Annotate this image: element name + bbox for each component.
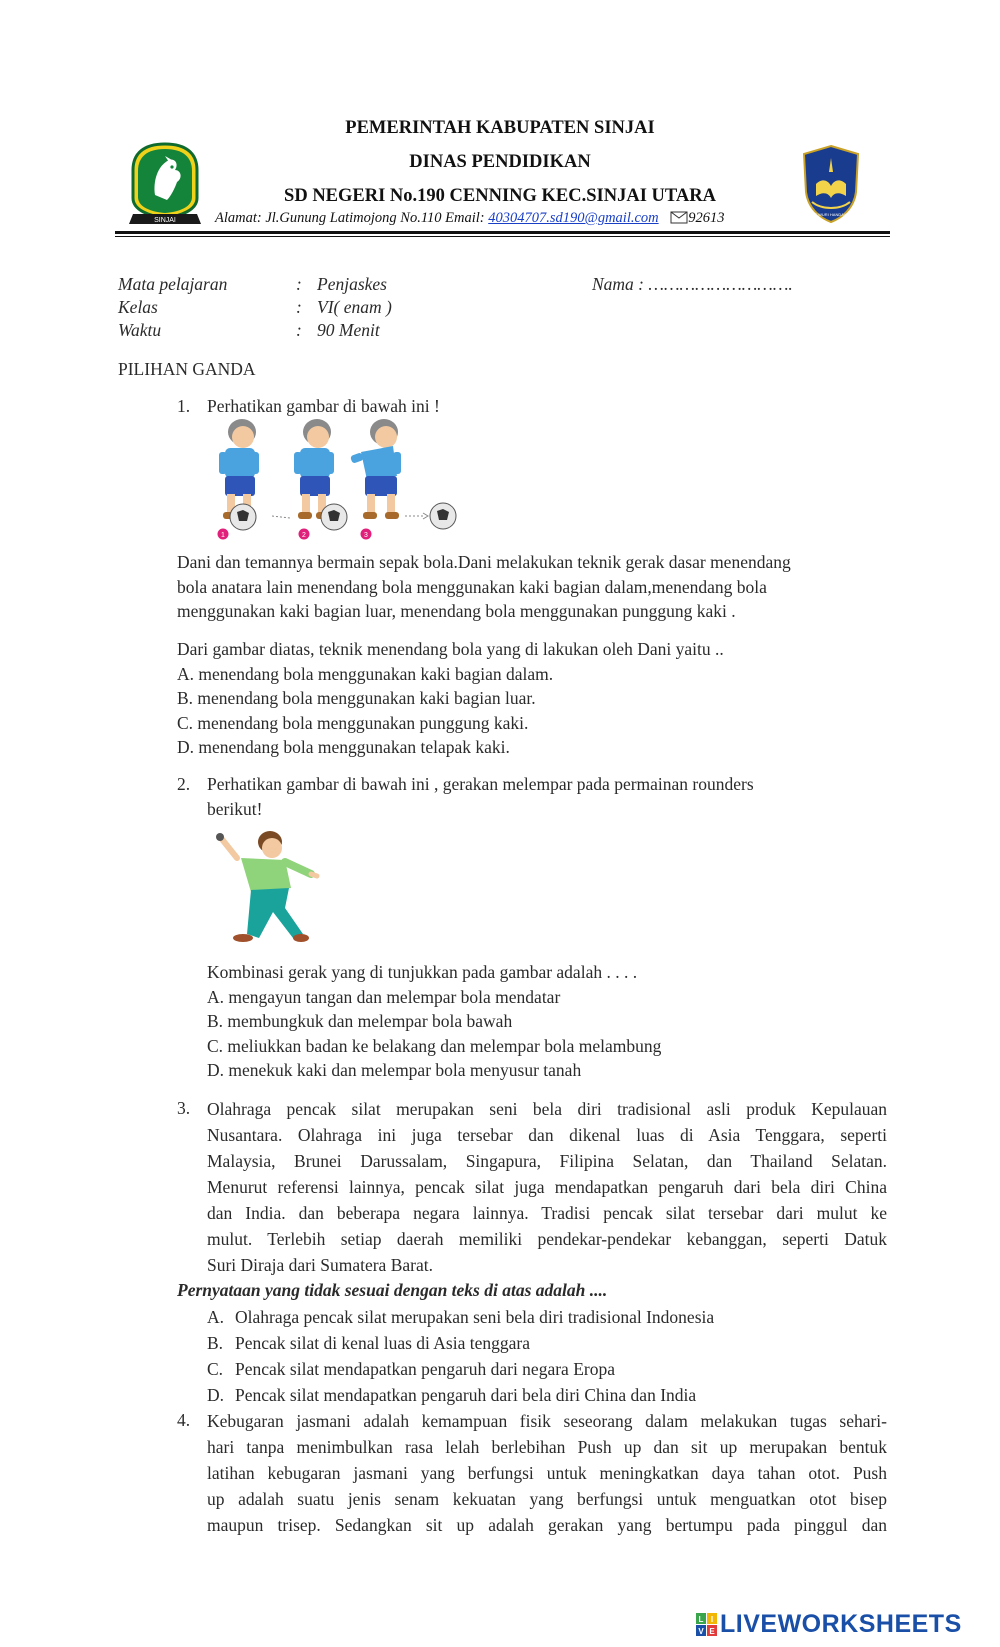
svg-text:E: E	[709, 1627, 715, 1636]
q3-option-c[interactable]	[207, 1356, 887, 1382]
svg-text:V: V	[698, 1627, 704, 1636]
q3-paragraph	[207, 1096, 887, 1278]
option-letter: D.	[207, 1385, 225, 1405]
class-value: VI( enam )	[317, 297, 392, 317]
option-text: Pencak silat mendapatkan pengaruh dari negara Eropa	[235, 1359, 615, 1379]
right-logo-text: TUT WURI HANDAYANI	[809, 212, 853, 217]
header-school: SD NEGERI No.190 CENNING KEC.SINJAI UTARA	[284, 186, 716, 206]
figure-label-2: 2	[302, 532, 306, 539]
q3-statement: Pernyataan yang tidak sesuai dengan teks di atas adalah ....	[177, 1280, 608, 1300]
class-colon: :	[296, 297, 302, 317]
q3-paragraph-line: Malaysia, Brunei Darussalam, Singapura, Filipina Selatan, dan Thailand Selatan.	[207, 1151, 887, 1171]
q1-option-d[interactable]: D. menendang bola menggunakan telapak kaki.	[177, 737, 510, 757]
address-text: Alamat: Jl.Gunung Latimojong No.110 Email:	[215, 210, 489, 226]
q4-paragraph-line: latihan kebugaran jasmani yang berfungsi untuk meningkatkan daya tahan otot. Push	[207, 1463, 887, 1483]
option-text: Olahraga pencak silat merupakan seni bela diri tradisional Indonesia	[235, 1307, 715, 1327]
time-value: 90 Menit	[317, 320, 380, 340]
subject-colon: :	[296, 274, 302, 294]
q3-option-b[interactable]	[207, 1330, 887, 1356]
q2-prompt-line: berikut!	[207, 798, 263, 819]
subject-value: Penjaskes	[317, 274, 387, 294]
q3-paragraph-line: Suri Diraja dari Sumatera Barat.	[207, 1255, 433, 1275]
option-letter: C.	[207, 1359, 224, 1379]
class-label: Kelas	[118, 297, 158, 317]
section-title: PILIHAN GANDA	[118, 359, 256, 379]
postal-code: 92613	[688, 210, 725, 226]
subject-label: Mata pelajaran	[118, 274, 228, 294]
q4-paragraph-line: up adalah suatu jenis senam kekuatan yang berfungsi untuk menguatkan otot bisep	[207, 1489, 887, 1509]
q1-question: Dari gambar diatas, teknik menendang bola yang di lakukan oleh Dani yaitu ..	[177, 639, 724, 659]
q1-paragraph	[177, 550, 877, 624]
time-colon: :	[296, 320, 302, 340]
q2-question: Kombinasi gerak yang di tunjukkan pada gambar adalah . . . .	[207, 962, 638, 982]
header-rule-thick	[115, 231, 890, 234]
school-address	[215, 210, 725, 229]
q4-number: 4.	[177, 1410, 191, 1430]
q2-option-d[interactable]: D. menekuk kaki dan melempar bola menyusur tanah	[207, 1060, 582, 1080]
time-label: Waktu	[118, 320, 162, 340]
q1-option-a[interactable]: A. menendang bola menggunakan kaki bagian dalam.	[177, 663, 554, 684]
q3-options	[207, 1304, 887, 1408]
q4-paragraph-line: Kebugaran jasmani adalah kemampuan fisik seseorang dalam melakukan tugas sehari-	[207, 1411, 887, 1431]
liveworksheets-text: LIVEWORKSHEETS	[720, 1610, 962, 1638]
q2-option-b[interactable]: B. membungkuk dan melempar bola bawah	[207, 1011, 513, 1031]
figure-label-1: 1	[221, 532, 225, 539]
q2-throwing-illustration	[215, 828, 325, 950]
q1-question-block	[177, 637, 877, 760]
left-logo-text: SINJAI	[154, 217, 176, 224]
q4-paragraph-line: maupun trisep. Sedangkan sit up adalah gerakan yang bertumpu pada pinggul dan	[207, 1515, 887, 1535]
mail-icon	[670, 211, 688, 229]
q2-question-block	[207, 960, 887, 1083]
option-letter: B.	[207, 1333, 224, 1353]
option-letter: A.	[207, 1307, 225, 1327]
option-text: Pencak silat mendapatkan pengaruh dari bela diri China dan India	[235, 1385, 697, 1405]
q3-paragraph-line: mulut. Terlebih setiap daerah memiliki pendekar-pendekar kebanggan, seperti Datuk	[207, 1229, 887, 1249]
option-text: Pencak silat di kenal luas di Asia tenggara	[235, 1333, 530, 1353]
email-link[interactable]: 40304707.sd190@gmail.com	[488, 210, 659, 226]
q1-number: 1.	[177, 396, 191, 416]
q1-option-c[interactable]: C. menendang bola menggunakan punggung kaki.	[177, 712, 529, 733]
q3-paragraph-line: Menurut referensi lainnya, pencak silat juga mendapatkan pengaruh dari bela diri China	[207, 1177, 887, 1197]
liveworksheets-logo-icon	[696, 1613, 718, 1637]
q3-paragraph-line: Olahraga pencak silat merupakan seni bela diri tradisional asli produk Kepulauan	[207, 1099, 887, 1119]
q2-prompt	[207, 772, 887, 821]
q4-paragraph-line: hari tanpa menimbulkan rasa lelah berlebihan Push up dan sit up merupakan bentuk	[207, 1437, 887, 1457]
q1-paragraph-line: menggunakan kaki bagian luar, menendang bola menggunakan punggung kaki .	[177, 601, 736, 621]
q2-option-c[interactable]: C. meliukkan badan ke belakang dan melempar bola melambung	[207, 1035, 662, 1056]
header-rule-thin	[115, 236, 890, 237]
q1-prompt: Perhatikan gambar di bawah ini !	[207, 396, 440, 416]
liveworksheets-watermark[interactable]	[696, 1610, 996, 1642]
q2-option-a[interactable]: A. mengayun tangan dan melempar bola mendatar	[207, 986, 561, 1007]
q3-paragraph-line: dan India. dan beberapa negara lainnya. Tradisi pencak silat tersebar dari mulut ke	[207, 1203, 887, 1223]
header-department: DINAS PENDIDIKAN	[409, 152, 591, 172]
figure-label-3: 3	[364, 532, 368, 539]
name-field[interactable]: Nama : ……………………….	[592, 274, 793, 294]
q3-option-d[interactable]	[207, 1382, 887, 1408]
q2-number: 2.	[177, 774, 191, 794]
header-government: PEMERINTAH KABUPATEN SINJAI	[345, 118, 655, 138]
q1-paragraph-line: bola anatara lain menendang bola menggunakan kaki bagian dalam,menendang bola	[177, 576, 767, 597]
q1-paragraph-line: Dani dan temannya bermain sepak bola.Dani melakukan teknik gerak dasar menendang	[177, 552, 791, 572]
q3-paragraph-line: Nusantara. Olahraga ini juga tersebar dan dikenal luas di Asia Tenggara, seperti	[207, 1125, 887, 1145]
svg-text:I: I	[710, 1615, 714, 1624]
q3-option-a[interactable]	[207, 1304, 887, 1330]
q1-kicking-illustration	[205, 418, 465, 542]
q3-number: 3.	[177, 1098, 191, 1118]
q2-prompt-line: Perhatikan gambar di bawah ini , gerakan melempar pada permainan rounders	[207, 774, 754, 794]
svg-text:L: L	[698, 1615, 704, 1624]
q4-paragraph	[207, 1408, 887, 1538]
q1-option-b[interactable]: B. menendang bola menggunakan kaki bagian luar.	[177, 688, 536, 708]
